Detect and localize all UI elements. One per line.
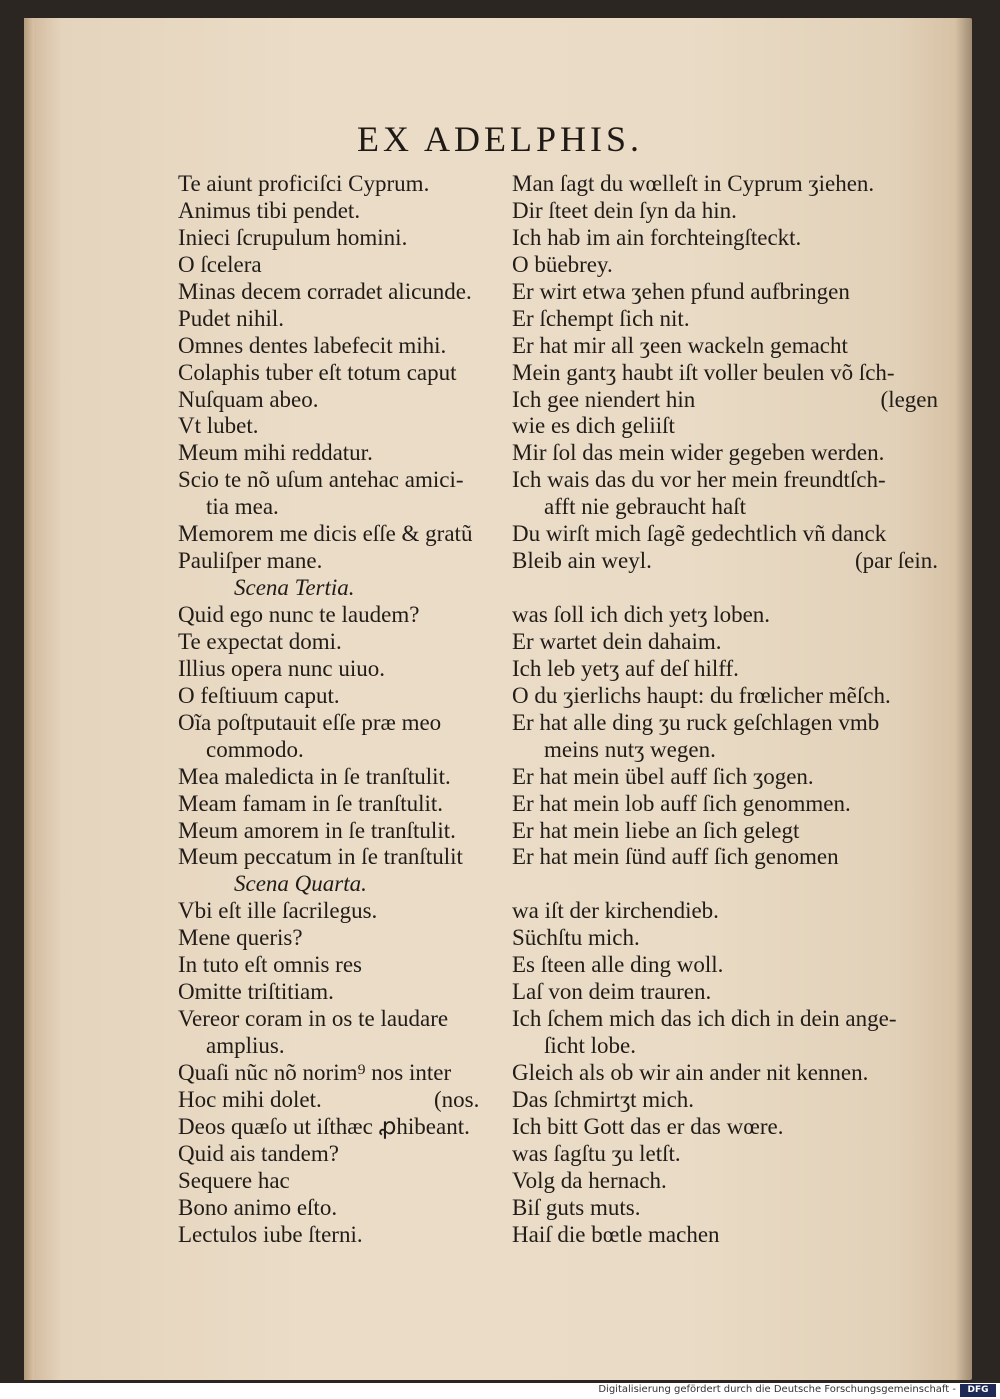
text-row xyxy=(0,897,1000,924)
running-header: EX ADELPHIS. xyxy=(356,119,643,159)
german-line: Ich bitt Gott das er das wœre. xyxy=(512,1113,784,1139)
text-row xyxy=(0,1059,1000,1086)
latin-line: Bono animo eſto. xyxy=(178,1194,338,1220)
scene-heading: Scena Tertia. xyxy=(234,575,355,601)
text-row xyxy=(0,224,1000,251)
latin-line: Quaſi nũc nõ norim⁹ nos inter xyxy=(178,1059,452,1085)
latin-line: Omnes dentes labefecit mihi. xyxy=(178,332,447,358)
latin-line: Vereor coram in os te laudare xyxy=(178,1006,449,1032)
scene-heading-row xyxy=(0,870,1000,897)
latin-line: O ſcelera xyxy=(178,251,262,277)
text-row xyxy=(0,251,1000,278)
german-line: Er hat mein liebe an ſich gelegt xyxy=(512,817,800,843)
german-line: Er wartet dein dahaim. xyxy=(512,628,722,654)
text-columns xyxy=(0,170,1000,1248)
latin-line: Te aiunt proficiſci Cyprum. xyxy=(178,171,430,196)
text-row xyxy=(0,790,1000,817)
german-line: Volg da hernach. xyxy=(512,1167,667,1193)
latin-line: Memorem me dicis eſſe & gratũ xyxy=(178,521,473,547)
text-row xyxy=(0,843,1000,870)
text-row xyxy=(0,332,1000,359)
german-line: was ſagſtu ʒu letſt. xyxy=(512,1140,681,1166)
latin-line: Mea maledicta in ſe tranſtulit. xyxy=(178,763,451,789)
text-row xyxy=(0,466,1000,493)
text-row xyxy=(0,817,1000,844)
text-row xyxy=(0,305,1000,332)
german-line: Er hat mein lob auff ſich genommen. xyxy=(512,790,851,816)
latin-line: Omitte triſtitiam. xyxy=(178,979,334,1005)
german-line: Gleich als ob wir ain ander nit kennen. xyxy=(512,1059,869,1085)
latin-line: Te expectat domi. xyxy=(178,628,342,654)
german-line: Haiſ die bœtle machen xyxy=(512,1221,720,1247)
text-row xyxy=(0,1032,1000,1059)
german-line: was ſoll ich dich yetʒ loben. xyxy=(512,602,771,627)
text-row xyxy=(0,1005,1000,1032)
latin-line: Pudet nihil. xyxy=(178,305,285,331)
latin-line: Meum amorem in ſe tranſtulit. xyxy=(178,817,456,843)
german-line: ſicht lobe. xyxy=(544,1033,636,1058)
latin-line: Oĩa poſtputauit eſſe præ meo xyxy=(178,709,442,735)
german-line: Mein gantʒ haubt iſt voller beulen võ ſch- xyxy=(512,359,895,385)
scene-heading-row xyxy=(0,574,1000,601)
german-line: Du wirſt mich ſagẽ gedechtlich vñ danck xyxy=(512,521,887,547)
text-row xyxy=(0,1194,1000,1221)
text-row xyxy=(0,412,1000,439)
latin-line: Hoc mihi dolet. xyxy=(178,1086,322,1112)
text-row xyxy=(0,1221,1000,1248)
latin-line: Animus tibi pendet. xyxy=(178,197,361,223)
scene-heading: Scena Quarta. xyxy=(234,871,367,897)
text-row xyxy=(0,1113,1000,1140)
text-row xyxy=(0,655,1000,682)
german-line: Er wirt etwa ʒehen pfund aufbringen xyxy=(512,278,850,304)
text-row xyxy=(0,170,1000,197)
german-line: Ich ſchem mich das ich dich in dein ange- xyxy=(512,1006,897,1032)
german-line: Süchſtu mich. xyxy=(512,925,640,951)
text-row xyxy=(0,709,1000,736)
text-row xyxy=(0,1167,1000,1194)
german-line: Ich gee niendert hin xyxy=(512,386,696,412)
latin-line: Quid ais tandem? xyxy=(178,1140,339,1166)
german-line: Laſ von deim trauren. xyxy=(512,979,712,1005)
german-line: afft nie gebraucht haſt xyxy=(544,494,747,520)
german-line: wa iſt der kirchendieb. xyxy=(512,898,719,924)
funding-notice: Digitalisierung gefördert durch die Deutsche Forschungsgemeinschaft - xyxy=(598,1384,956,1395)
latin-line: Sequere hac xyxy=(178,1167,290,1193)
text-row xyxy=(0,520,1000,547)
text-row xyxy=(0,951,1000,978)
german-line: meins nutʒ wegen. xyxy=(544,736,716,762)
latin-line: Deos quæſo ut iſthæc ꝓhibeant. xyxy=(178,1113,470,1139)
latin-line: Meam famam in ſe tranſtulit. xyxy=(178,790,444,816)
text-row xyxy=(0,601,1000,628)
german-line: Ich hab im ain forchteingſteckt. xyxy=(512,224,802,250)
text-row xyxy=(0,682,1000,709)
latin-line: tia mea. xyxy=(206,494,279,520)
latin-line: Quid ego nunc te laudem? xyxy=(178,602,420,627)
latin-line: Meum peccatum in ſe tranſtulit xyxy=(178,844,463,870)
german-line: Es ſteen alle ding woll. xyxy=(512,952,724,978)
text-row xyxy=(0,278,1000,305)
latin-line: O feſtiuum caput. xyxy=(178,682,340,708)
latin-line: Vbi eſt ille ſacrilegus. xyxy=(178,898,378,924)
latin-margin-note: (nos. xyxy=(434,1086,480,1112)
german-line: Er hat mein übel auff ſich ʒogen. xyxy=(512,763,814,789)
german-line: Er hat mein ſünd auff ſich genomen xyxy=(512,844,839,870)
latin-line: Illius opera nunc uiuo. xyxy=(178,655,385,681)
german-line: wie es dich geliiſt xyxy=(512,413,675,439)
german-line: Ich leb yetʒ auf deſ hilff. xyxy=(512,655,739,681)
text-row xyxy=(0,1140,1000,1167)
german-line: Biſ guts muts. xyxy=(512,1194,641,1220)
german-line: O büebrey. xyxy=(512,251,613,277)
german-line: Er hat mir all ʒeen wackeln gemacht xyxy=(512,332,848,358)
text-row xyxy=(0,978,1000,1005)
german-line: O du ʒierlichs haupt: du frœlicher mẽſch. xyxy=(512,682,891,708)
latin-line: commodo. xyxy=(206,736,304,762)
text-row xyxy=(0,736,1000,763)
text-row xyxy=(0,439,1000,466)
german-line: Bleib ain weyl. xyxy=(512,548,652,574)
latin-line: In tuto eſt omnis res xyxy=(178,952,362,978)
text-row xyxy=(0,386,1000,413)
german-line: Er ſchempt ſich nit. xyxy=(512,305,690,331)
text-row xyxy=(0,1086,1000,1113)
text-row xyxy=(0,493,1000,520)
german-margin-note: (legen xyxy=(880,386,938,412)
text-row xyxy=(0,197,1000,224)
text-row xyxy=(0,924,1000,951)
latin-line: Lectulos iube ſterni. xyxy=(178,1221,363,1247)
dfg-logo: DFG xyxy=(960,1384,996,1397)
latin-line: Mene queris? xyxy=(178,925,303,951)
latin-line: Scio te nõ uſum antehac amici- xyxy=(178,467,464,493)
german-line: Mir ſol das mein wider gegeben werden. xyxy=(512,440,885,466)
latin-line: amplius. xyxy=(206,1033,285,1058)
latin-line: Meum mihi reddatur. xyxy=(178,440,373,466)
text-row xyxy=(0,359,1000,386)
german-line: Dir ſteet dein ſyn da hin. xyxy=(512,197,737,223)
latin-line: Inieci ſcrupulum homini. xyxy=(178,224,408,250)
latin-line: Minas decem corradet alicunde. xyxy=(178,278,472,304)
latin-line: Pauliſper mane. xyxy=(178,548,323,574)
latin-line: Nuſquam abeo. xyxy=(178,386,319,412)
german-line: Ich wais das du vor her mein freundtſch- xyxy=(512,467,886,493)
german-margin-note: (par ſein. xyxy=(854,548,938,574)
latin-line: Vt lubet. xyxy=(178,413,259,439)
german-line: Das ſchmirtʒt mich. xyxy=(512,1086,695,1112)
german-line: Man ſagt du wœlleſt in Cyprum ʒiehen. xyxy=(512,171,875,196)
footer-bar xyxy=(0,1383,1000,1399)
text-row xyxy=(0,763,1000,790)
latin-line: Colaphis tuber eſt totum caput xyxy=(178,359,457,385)
text-row xyxy=(0,547,1000,574)
text-row xyxy=(0,628,1000,655)
german-line: Er hat alle ding ʒu ruck geſchlagen vmb xyxy=(512,709,880,735)
